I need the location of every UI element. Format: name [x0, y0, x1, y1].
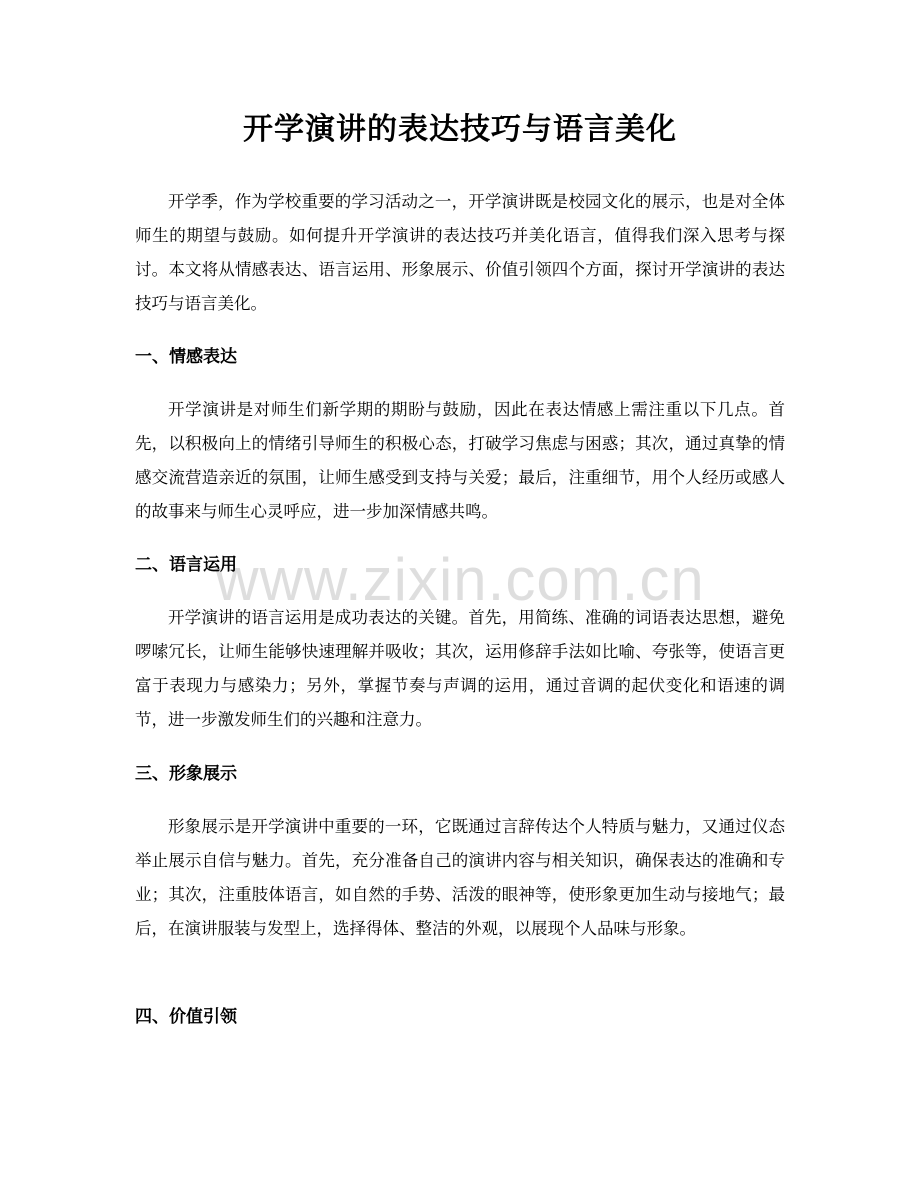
intro-paragraph: 开学季，作为学校重要的学习活动之一，开学演讲既是校园文化的展示，也是对全体师生的期望与鼓励。如何提升开学演讲的表达技巧并美化语言，值得我们深入思考与探讨。本文将从情感表达、语言运用、形象展示、价值引领四个方面，探讨开学演讲的表达技巧与语言美化。	[135, 192, 785, 313]
section-body-emotion: 开学演讲是对师生们新学期的期盼与鼓励，因此在表达情感上需注重以下几点。首先，以积极向上的情绪引导师生的积极心态，打破学习焦虑与困惑；其次，通过真挚的情感交流营造亲近的氛围，让师生感受到支持与关爱；最后，注重细节，用个人经历或感人的故事来与师生心灵呼应，进一步加深情感共鸣。	[135, 400, 785, 521]
document-title: 开学演讲的表达技巧与语言美化	[243, 112, 677, 147]
watermark: www.zixin.com.cn	[215, 546, 705, 613]
section-heading-language: 二、语言运用	[135, 555, 237, 575]
section-heading-emotion: 一、情感表达	[135, 347, 237, 367]
section-body-image: 形象展示是开学演讲中重要的一环，它既通过言辞传达个人特质与魅力，又通过仪态举止展示自信与魅力。首先，充分准备自己的演讲内容与相关知识，确保表达的准确和专业；其次，注重肢体语言，如自然的手势、活泼的眼神等，使形象更加生动与接地气；最后，在演讲服装与发型上，选择得体、整洁的外观，以展现个人品味与形象。	[135, 817, 785, 938]
section-heading-values: 四、价值引领	[135, 1007, 237, 1027]
section-body-language: 开学演讲的语言运用是成功表达的关键。首先，用简练、准确的词语表达思想，避免啰嗦冗长，让师生能够快速理解并吸收；其次，运用修辞手法如比喻、夸张等，使语言更富于表现力与感染力；另外，掌握节奏与声调的运用，通过音调的起伏变化和语速的调节，进一步激发师生们的兴趣和注意力。	[135, 608, 785, 729]
section-heading-image: 三、形象展示	[135, 764, 237, 784]
